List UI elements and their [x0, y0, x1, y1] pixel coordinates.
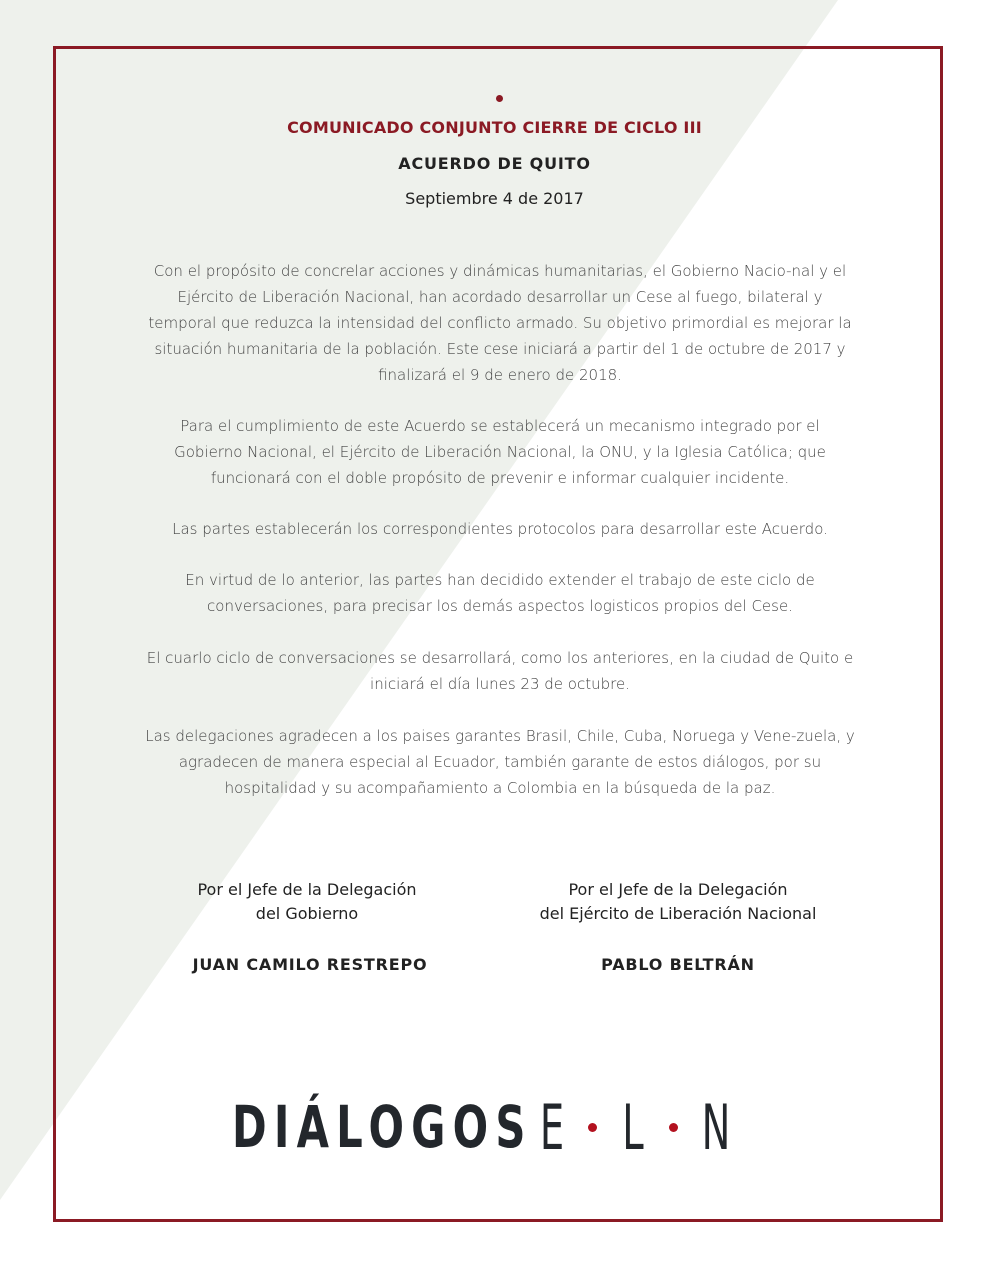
logo-letter-l: L	[622, 1090, 644, 1164]
document-title: COMUNICADO CONJUNTO CIERRE DE CICLO III	[287, 118, 702, 137]
signature-government-line2: del Gobierno	[255, 904, 359, 923]
dialogos-eln-logo	[232, 1090, 731, 1164]
signature-block-government	[127, 878, 487, 926]
paragraph-5: El cuarlo ciclo de conversaciones se desarrollará, como los anteriores, en la ciudad de Quito e iniciará el día lunes 23 de octubre.	[146, 649, 854, 693]
signatory-name-eln: PABLO BELTRÁN	[601, 955, 755, 974]
paragraph-4: En virtud de lo anterior, las partes han decidido extender el trabajo de este ciclo de conversaciones, para precisar los demás aspectos logisticos propios del Cese.	[185, 571, 815, 615]
logo-letter-n: N	[701, 1090, 731, 1164]
logo-eln-group	[532, 1092, 734, 1162]
paragraph-1: Con el propósito de concrelar acciones y dinámicas humanitarias, el Gobierno Nacio-nal y el Ejército de Liberación Nacional, han acordado desarrollar un Cese al fuego, bilateral y temporal que reduzca la intensidad del conflicto armado. Su objetivo primordial es mejorar la situación humanitaria de la población. Este cese iniciará a partir del 1 de octubre de 2017 y finalizará el 9 de enero de 2018.	[148, 262, 852, 384]
header-dot	[496, 95, 503, 102]
logo-letter-e: E	[539, 1090, 565, 1164]
logo-dot-1	[588, 1123, 597, 1132]
document-date: Septiembre 4 de 2017	[405, 189, 584, 208]
signatory-name-government: JUAN CAMILO RESTREPO	[192, 955, 428, 974]
signature-eln-line1: Por el Jefe de la Delegación	[568, 880, 788, 899]
signature-block-eln	[498, 878, 858, 926]
signature-eln-line2: del Ejército de Liberación Nacional	[539, 904, 817, 923]
document-subtitle: ACUERDO DE QUITO	[398, 154, 591, 173]
paragraph-3: Las partes establecerán los correspondientes protocolos para desarrollar este Acuerdo.	[172, 520, 828, 538]
logo-dialogos-text: DIÁLOGOS	[232, 1093, 533, 1161]
document-border	[53, 46, 943, 1222]
signature-government-line1: Por el Jefe de la Delegación	[197, 880, 417, 899]
paragraph-2: Para el cumplimiento de este Acuerdo se establecerá un mecanismo integrado por el Gobierno Nacional, el Ejército de Liberación Nacional, la ONU, y la Iglesia Católica; que funcionará con el doble propósito de prevenir e informar cualquier incidente.	[174, 417, 826, 487]
logo-dot-2	[669, 1123, 678, 1132]
paragraph-6: Las delegaciones agradecen a los paises garantes Brasil, Chile, Cuba, Noruega y Vene-zuela, y agradecen de manera especial al Ecuador, también garante de estos diálogos, por su hospitalidad y su acompañamiento a Colombia en la búsqueda de la paz.	[145, 727, 855, 797]
